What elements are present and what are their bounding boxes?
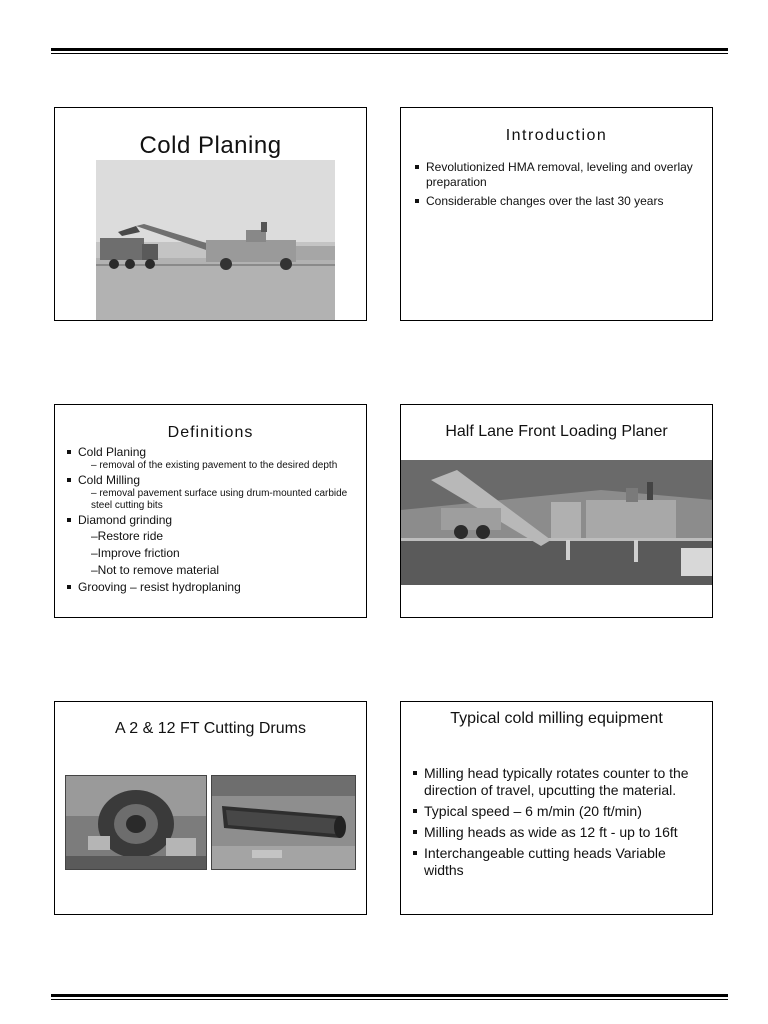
definition-item: Cold Milling – removal pavement surface using drum-mounted carbide steel cutting bits <box>65 472 358 512</box>
bullet-icon <box>413 830 417 834</box>
definition-list <box>65 444 358 595</box>
slide-title: Typical cold milling equipment <box>450 710 663 727</box>
definition-detail: – removal pavement surface using drum-mounted carbide steel cutting bits <box>91 488 348 511</box>
slide-definitions <box>54 404 367 618</box>
bottom-rule-thin <box>51 999 728 1000</box>
slide-title: Introduction <box>505 127 608 144</box>
bullet-item: Milling heads as wide as 12 ft - up to 16ft <box>411 824 706 841</box>
definition-detail: –Restore ride <box>91 529 164 543</box>
bullet-list <box>413 160 702 213</box>
bullet-item: Considerable changes over the last 30 years <box>413 194 702 209</box>
definition-detail: –Not to remove material <box>91 563 220 577</box>
bullet-icon <box>415 199 419 203</box>
bullet-icon <box>67 450 71 454</box>
slide-introduction <box>400 107 713 321</box>
slide-cold-planing <box>54 107 367 321</box>
top-rule-thin <box>51 53 728 54</box>
slide-typical-equipment <box>400 701 713 915</box>
bullet-list <box>411 765 706 883</box>
slide-title: Definitions <box>167 424 254 441</box>
two-ft-drum-photo <box>65 775 207 870</box>
bullet-item: Interchangeable cutting heads Variable widths <box>411 845 706 879</box>
bullet-icon <box>413 851 417 855</box>
definition-detail: –Improve friction <box>91 546 180 560</box>
bullet-item: Revolutionized HMA removal, leveling and overlay preparation <box>413 160 702 190</box>
slide-title: A 2 & 12 FT Cutting Drums <box>115 720 306 737</box>
front-loading-planer-photo <box>401 460 713 585</box>
definition-item: Grooving – resist hydroplaning <box>65 579 358 595</box>
bullet-icon <box>67 585 71 589</box>
definition-detail: – removal of the existing pavement to the desired depth <box>91 460 338 471</box>
bullet-icon <box>413 809 417 813</box>
bullet-item: Typical speed – 6 m/min (20 ft/min) <box>411 803 706 820</box>
definition-item: Diamond grinding –Restore ride –Improve friction –Not to remove material <box>65 512 358 579</box>
bullet-item: Milling head typically rotates counter to the direction of travel, upcutting the material. <box>411 765 706 799</box>
cold-planing-photo <box>96 160 335 321</box>
bullet-icon <box>413 771 417 775</box>
slide-title: Cold Planing <box>139 132 282 159</box>
slide-half-lane <box>400 404 713 618</box>
bullet-icon <box>415 165 419 169</box>
definition-item: Cold Planing – removal of the existing pavement to the desired depth <box>65 444 358 472</box>
top-rule <box>51 48 728 51</box>
bullet-icon <box>67 478 71 482</box>
bullet-icon <box>67 518 71 522</box>
twelve-ft-drum-photo <box>211 775 356 870</box>
slide-title: Half Lane Front Loading Planer <box>445 423 668 440</box>
slide-cutting-drums <box>54 701 367 915</box>
bottom-rule <box>51 994 728 997</box>
